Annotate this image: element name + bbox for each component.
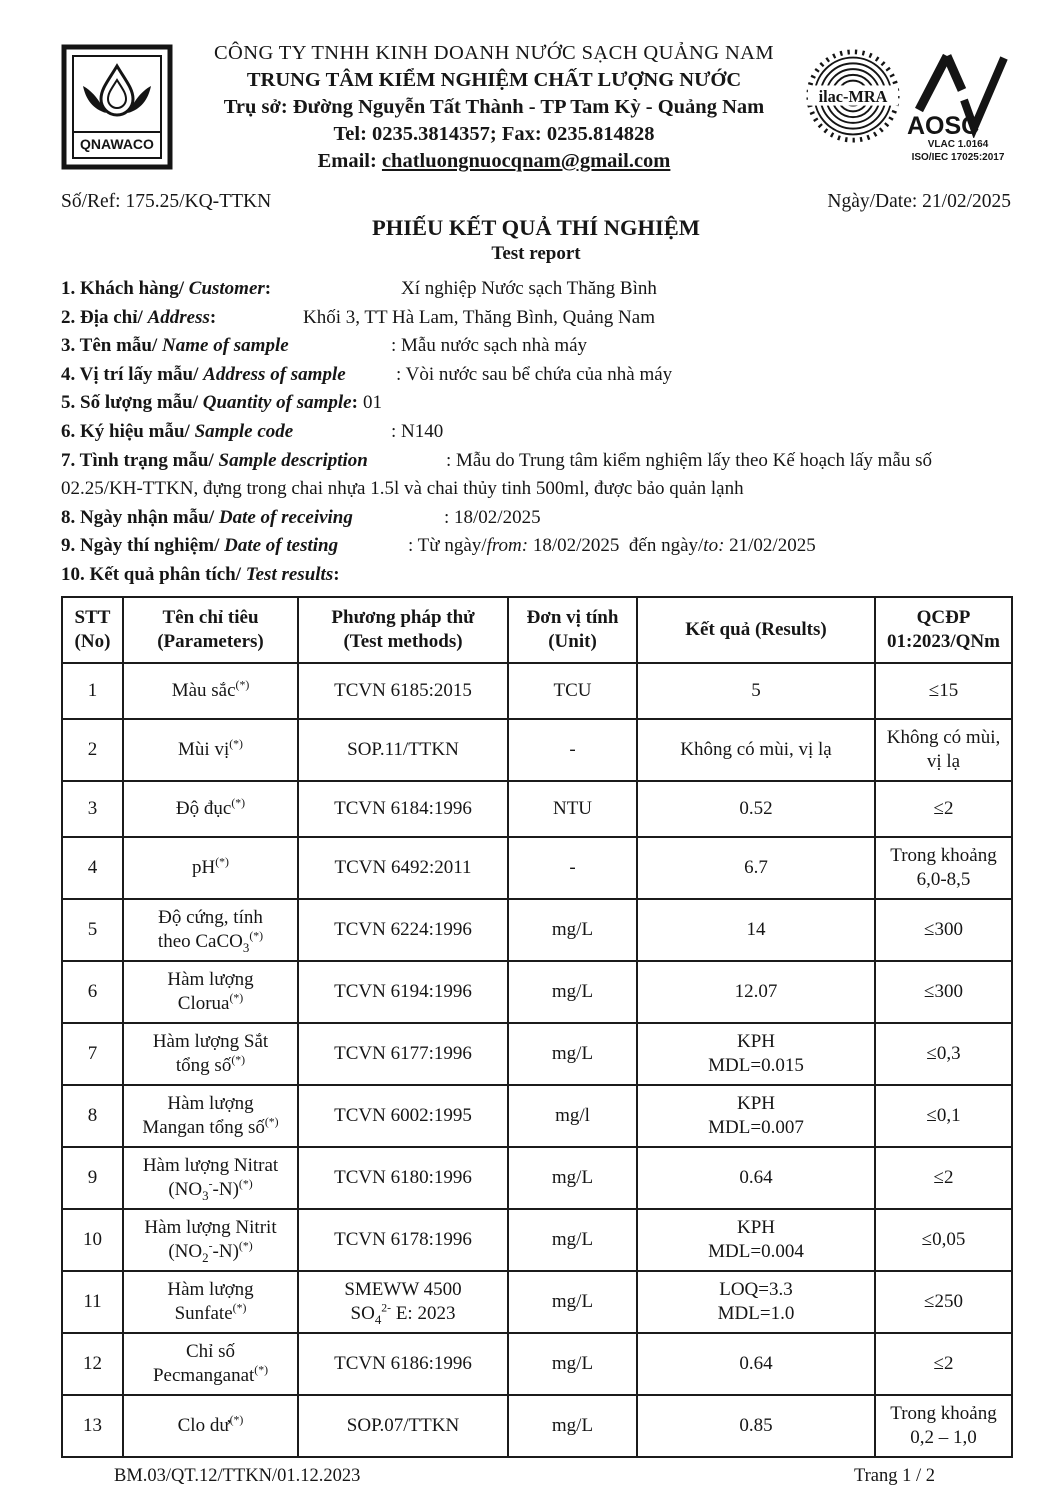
cell-no: 1 xyxy=(62,663,123,719)
cell-param: Độ cứng, tính theo CaCO$_3$(*) xyxy=(123,899,298,961)
info-item-5 xyxy=(61,389,1011,418)
column-header-4: Đơn vị tính (Unit) xyxy=(508,597,637,663)
table-row-2 xyxy=(62,719,1012,781)
info-item-value: : Vòi nước sau bể chứa của nhà máy xyxy=(396,363,673,385)
cell-no: 8 xyxy=(62,1085,123,1147)
table-row-9 xyxy=(62,1147,1012,1209)
cell-limit: Trong khoảng 6,0-8,5 xyxy=(875,837,1012,899)
tel-fax: Tel: 0235.3814357; Fax: 0235.814828 xyxy=(333,123,655,145)
cell-result: LOQ=3.3 MDL=1.0 xyxy=(637,1271,875,1333)
cell-unit: mg/L xyxy=(508,1147,637,1209)
info-item-label: 2. Địa chỉ/ Address: xyxy=(61,306,217,328)
aosc-check-icon xyxy=(907,46,1009,138)
info-item-label: 10. Kết quả phân tích/ Test results: xyxy=(61,563,340,585)
center-name: TRUNG TÂM KIỂM NGHIỆM CHẤT LƯỢNG NƯỚC xyxy=(246,69,742,91)
info-item-value: : 18/02/2025 xyxy=(444,506,541,528)
cell-result: Không có mùi, vị lạ xyxy=(637,719,875,781)
cell-method: TCVN 6194:1996 xyxy=(298,961,508,1023)
email-label: Email: xyxy=(317,150,377,172)
cell-no: 9 xyxy=(62,1147,123,1209)
cell-no: 12 xyxy=(62,1333,123,1395)
ilac-mra-text: ilac-MRA xyxy=(818,86,888,106)
table-row-13 xyxy=(62,1395,1012,1457)
results-table xyxy=(61,596,1013,1458)
cell-result: 6.7 xyxy=(637,837,875,899)
info-item-value: : Mẫu nước sạch nhà máy xyxy=(391,335,588,357)
cell-result: 0.85 xyxy=(637,1395,875,1457)
cell-param: Hàm lượng Mangan tổng số(*) xyxy=(123,1085,298,1147)
cell-no: 3 xyxy=(62,781,123,837)
cell-method: SMEWW 4500 $SO_4^{2-}$ E: 2023 xyxy=(298,1271,508,1333)
aosc-code: VLAC 1.0164 xyxy=(927,139,989,150)
cell-unit: - xyxy=(508,719,637,781)
qnawaco-logo-text: QNAWACO xyxy=(80,136,154,152)
info-item-10 xyxy=(61,561,1011,590)
cell-limit: ≤300 xyxy=(875,899,1012,961)
qnawaco-logo-icon xyxy=(61,44,173,170)
cell-param: Hàm lượng Nitrit $(NO_2^--N)^{(*)}$ xyxy=(123,1209,298,1271)
table-row-5 xyxy=(62,899,1012,961)
cell-param: Chỉ số Pecmanganat(*) xyxy=(123,1333,298,1395)
table-row-8 xyxy=(62,1085,1012,1147)
cell-unit: - xyxy=(508,837,637,899)
cell-no: 10 xyxy=(62,1209,123,1271)
cell-no: 6 xyxy=(62,961,123,1023)
table-row-1 xyxy=(62,663,1012,719)
cell-limit: ≤2 xyxy=(875,781,1012,837)
cell-param: Mùi vị(*) xyxy=(123,719,298,781)
cell-method: TCVN 6186:1996 xyxy=(298,1333,508,1395)
info-item-6 xyxy=(61,418,1011,447)
cell-method: TCVN 6002:1995 xyxy=(298,1085,508,1147)
cell-limit: ≤250 xyxy=(875,1271,1012,1333)
cell-param: Hàm lượng Sunfate(*) xyxy=(123,1271,298,1333)
info-item-label: 9. Ngày thí nghiệm/ Date of testing xyxy=(61,535,339,557)
info-item-label: 6. Ký hiệu mẫu/ Sample code xyxy=(61,420,294,442)
aosc-iso: ISO/IEC 17025:2017 xyxy=(911,152,1005,163)
letterhead xyxy=(61,36,1011,175)
cell-result: 0.52 xyxy=(637,781,875,837)
info-item-2 xyxy=(61,304,1011,333)
accreditation-logos xyxy=(805,36,1011,164)
cell-no: 5 xyxy=(62,899,123,961)
form-code: BM.03/QT.12/TTKN/01.12.2023 xyxy=(114,1465,361,1486)
cell-unit: mg/L xyxy=(508,1271,637,1333)
cell-method: SOP.11/TTKN xyxy=(298,719,508,781)
info-item-7 xyxy=(61,447,1011,504)
cell-method: TCVN 6492:2011 xyxy=(298,837,508,899)
report-subtitle: Test report xyxy=(491,243,581,264)
info-item-value: Xí nghiệp Nước sạch Thăng Bình xyxy=(401,278,657,299)
letterhead-text xyxy=(183,36,805,175)
table-row-3 xyxy=(62,781,1012,837)
aosc-text: AOSC xyxy=(907,112,980,138)
cell-result: KPH MDL=0.007 xyxy=(637,1085,875,1147)
cell-result: 5 xyxy=(637,663,875,719)
info-item-label: 7. Tình trạng mẫu/ Sample description xyxy=(61,449,368,471)
cell-method: SOP.07/TTKN xyxy=(298,1395,508,1457)
info-item-label: 3. Tên mẫu/ Name of sample xyxy=(61,335,289,357)
cell-method: TCVN 6184:1996 xyxy=(298,781,508,837)
cell-param: Hàm lượng Nitrat $(NO_3^--N)^{(*)}$ xyxy=(123,1147,298,1209)
cell-result: KPH MDL=0.004 xyxy=(637,1209,875,1271)
cell-result: KPH MDL=0.015 xyxy=(637,1023,875,1085)
page-footer xyxy=(61,1458,1011,1487)
cell-unit: mg/L xyxy=(508,961,637,1023)
ref-number: Số/Ref: 175.25/KQ-TTKN xyxy=(61,191,272,212)
info-item-value: : N140 xyxy=(391,420,444,442)
cell-limit: ≤0,05 xyxy=(875,1209,1012,1271)
cell-no: 7 xyxy=(62,1023,123,1085)
email-line xyxy=(183,148,805,175)
cell-method: TCVN 6185:2015 xyxy=(298,663,508,719)
info-item-8 xyxy=(61,504,1011,533)
info-item-value: : Từ ngày/from: 18/02/2025 đến ngày/to: 21/02/2025 xyxy=(408,535,816,557)
cell-unit: mg/l xyxy=(508,1085,637,1147)
cell-unit: mg/L xyxy=(508,1209,637,1271)
info-item-value: Khối 3, TT Hà Lam, Thăng Bình, Quảng Nam xyxy=(303,306,655,328)
cell-result: 0.64 xyxy=(637,1147,875,1209)
cell-result: 14 xyxy=(637,899,875,961)
cell-no: 13 xyxy=(62,1395,123,1457)
company-name: CÔNG TY TNHH KINH DOANH NƯỚC SẠCH QUẢNG NAM xyxy=(213,42,775,64)
table-row-11 xyxy=(62,1271,1012,1333)
cell-method: TCVN 6177:1996 xyxy=(298,1023,508,1085)
table-row-7 xyxy=(62,1023,1012,1085)
sample-info-list xyxy=(61,275,1011,590)
cell-result: 12.07 xyxy=(637,961,875,1023)
cell-limit: ≤2 xyxy=(875,1147,1012,1209)
ref-date-line xyxy=(61,191,1011,213)
cell-param: Hàm lượng Sắt tổng số(*) xyxy=(123,1023,298,1085)
aosc-logo xyxy=(907,46,1009,164)
info-item-4 xyxy=(61,361,1011,390)
column-header-1: STT (No) xyxy=(62,597,123,663)
table-row-12 xyxy=(62,1333,1012,1395)
qnawaco-logo xyxy=(61,36,183,175)
cell-method: TCVN 6224:1996 xyxy=(298,899,508,961)
info-item-value: : Mẫu do Trung tâm kiểm nghiệm lấy theo Kế hoạch lấy mẫu số 02.25/KH-TTKN, đựng trong chai nhựa 1.5l và chai thủy tinh 500ml, được bảo quản lạnh xyxy=(61,449,933,500)
cell-no: 4 xyxy=(62,837,123,899)
column-header-5: Kết quả (Results) xyxy=(637,597,875,663)
cell-limit: Trong khoảng 0,2 – 1,0 xyxy=(875,1395,1012,1457)
table-header-row xyxy=(62,597,1012,663)
email-address: chatluongnuocqnam@gmail.com xyxy=(381,150,671,172)
cell-unit: mg/L xyxy=(508,1023,637,1085)
cell-param: Độ đục(*) xyxy=(123,781,298,837)
column-header-6: QCĐP 01:2023/QNm xyxy=(875,597,1012,663)
cell-limit: ≤300 xyxy=(875,961,1012,1023)
info-item-1 xyxy=(61,275,1011,304)
info-item-9 xyxy=(61,532,1011,561)
info-item-label: 8. Ngày nhận mẫu/ Date of receiving xyxy=(61,506,353,528)
report-title: PHIẾU KẾT QUẢ THÍ NGHIỆM xyxy=(372,215,700,240)
cell-method: TCVN 6178:1996 xyxy=(298,1209,508,1271)
head-office-address: Trụ sở: Đường Nguyễn Tất Thành - TP Tam Kỳ - Quảng Nam xyxy=(223,96,765,118)
cell-limit: ≤15 xyxy=(875,663,1012,719)
cell-unit: TCU xyxy=(508,663,637,719)
report-date: Ngày/Date: 21/02/2025 xyxy=(827,191,1011,212)
table-row-6 xyxy=(62,961,1012,1023)
cell-result: 0.64 xyxy=(637,1333,875,1395)
column-header-2: Tên chỉ tiêu (Parameters) xyxy=(123,597,298,663)
cell-method: TCVN 6180:1996 xyxy=(298,1147,508,1209)
cell-limit: ≤0,1 xyxy=(875,1085,1012,1147)
page-number: Trang 1 / 2 xyxy=(853,1465,935,1486)
info-item-label: 4. Vị trí lấy mẫu/ Address of sample xyxy=(61,363,346,385)
cell-param: Màu sắc(*) xyxy=(123,663,298,719)
cell-param: Hàm lượng Clorua(*) xyxy=(123,961,298,1023)
cell-unit: NTU xyxy=(508,781,637,837)
ilac-mra-icon xyxy=(805,46,901,146)
cell-unit: mg/L xyxy=(508,899,637,961)
cell-unit: mg/L xyxy=(508,1333,637,1395)
cell-unit: mg/L xyxy=(508,1395,637,1457)
column-header-3: Phương pháp thử (Test methods) xyxy=(298,597,508,663)
info-item-label: 5. Số lượng mẫu/ Quantity of sample: xyxy=(61,392,358,414)
cell-limit: Không có mùi, vị lạ xyxy=(875,719,1012,781)
info-item-label: 1. Khách hàng/ Customer: xyxy=(61,278,272,299)
info-item-3 xyxy=(61,332,1011,361)
cell-param: pH(*) xyxy=(123,837,298,899)
cell-no: 11 xyxy=(62,1271,123,1333)
cell-limit: ≤2 xyxy=(875,1333,1012,1395)
cell-no: 2 xyxy=(62,719,123,781)
table-row-4 xyxy=(62,837,1012,899)
info-item-value: 01 xyxy=(362,392,382,414)
table-row-10 xyxy=(62,1209,1012,1271)
cell-param: Clo dư(*) xyxy=(123,1395,298,1457)
cell-limit: ≤0,3 xyxy=(875,1023,1012,1085)
